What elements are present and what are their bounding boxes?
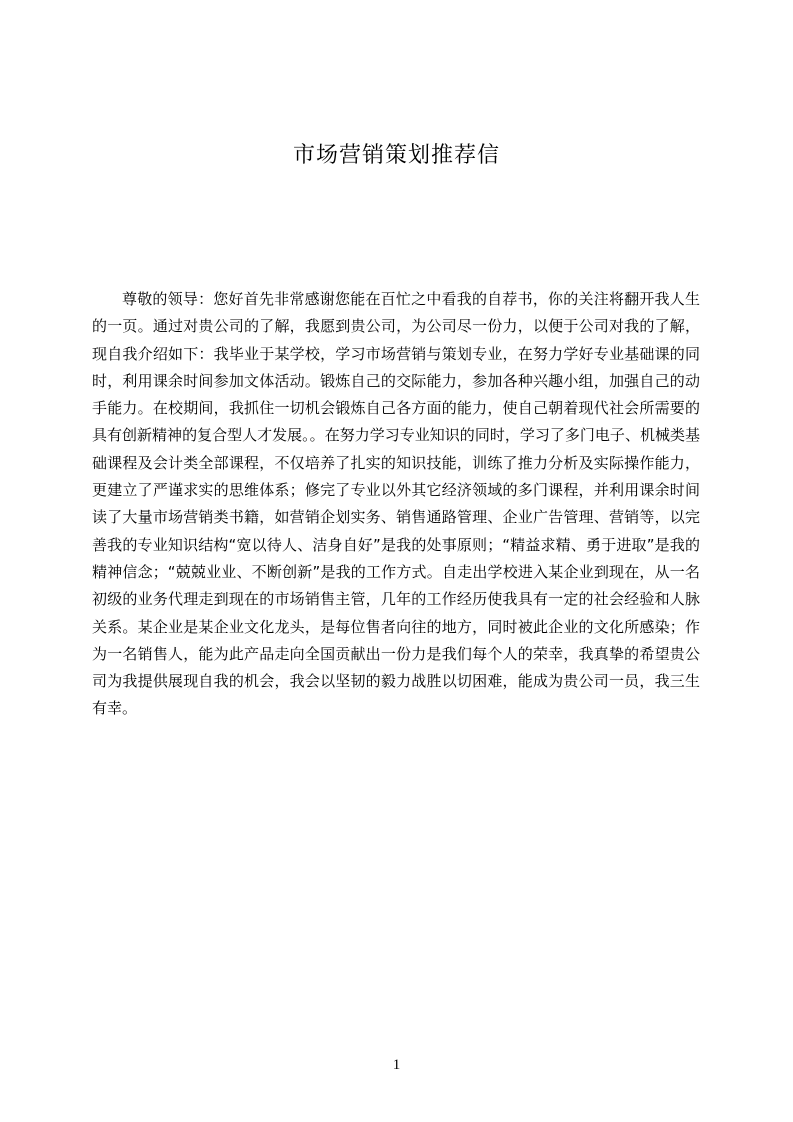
document-title: 市场营销策划推荐信	[292, 143, 500, 168]
page-number: 1	[392, 1057, 401, 1073]
letter-body: 尊敬的领导：您好首先非常感谢您能在百忙之中看我的自荐书，你的关注将翻开我人生的一页。通过对贵公司的了解，我愿到贵公司，为公司尽一份力，以便于公司对我的了解，现自我介绍如下：我毕业于某学校，学习市场营销与策划专业，在努力学好专业基础课的同时，利用课余时间参加文体活动。锻炼自己的交际能力，参加各种兴趣小组，加强自己的动手能力。在校期间，我抓住一切机会锻炼自己各方面的能力，使自己朝着现代社会所需要的具有创新精神的复合型人才发展。。在努力学习专业知识的同时，学习了多门电子、机械类基础课程及会计类全部课程，不仅培养了扎实的知识技能，训练了推力分析及实际操作能力，更建立了严谨求实的思维体系；修完了专业以外其它经济领域的多门课程，并利用课余时间读了大量市场营销类书籍，如营销企划实务、销售通路管理、企业广告管理、营销等，以完善我的专业知识结构“宽以待人、洁身自好”是我的处事原则；“精益求精、勇于进取”是我的精神信念；“兢兢业业、不断创新”是我的工作方式。自走出学校进入某企业到现在，从一名初级的业务代理走到现在的市场销售主管，几年的工作经历使我具有一定的社会经验和人脉关系。某企业是某企业文化龙头，是每位售者向往的地方，同时被此企业的文化所感染；作为一名销售人，能为此产品走向全国贡献出一份力是我们每个人的荣幸，我真挚的希望贵公司为我提供展现自我的机会，我会以坚韧的毅力战胜以切困难，能成为贵公司一员，我三生有幸。	[92, 290, 700, 718]
